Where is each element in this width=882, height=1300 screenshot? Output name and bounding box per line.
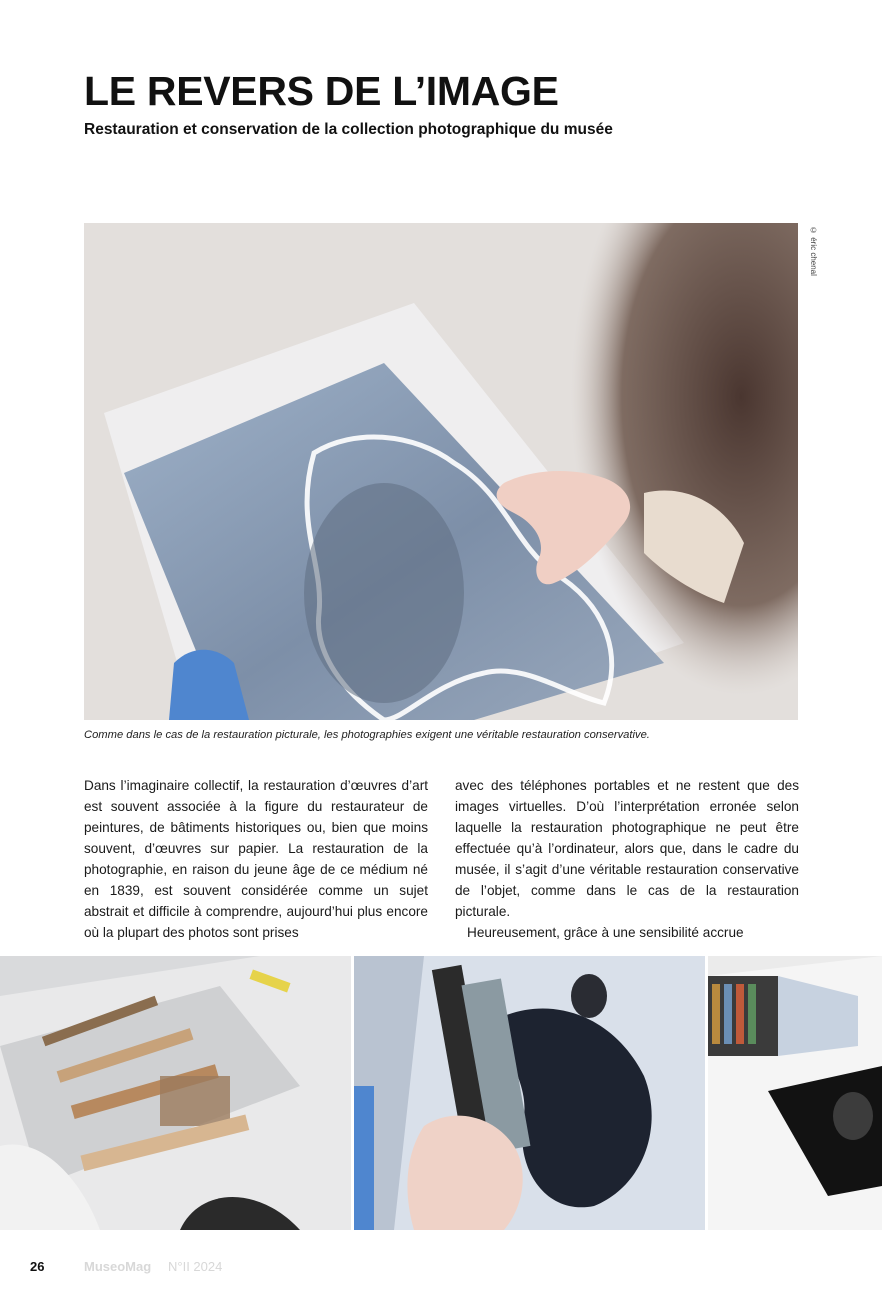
page-number: 26 (30, 1259, 45, 1274)
photo-caption: Comme dans le cas de la restauration picturale, les photographies exigent une véritable restauration conservative. (84, 729, 650, 741)
magazine-name: MuseoMag (84, 1259, 152, 1274)
photo-brushing-photo (354, 956, 705, 1230)
article-title: LE REVERS DE L’IMAGE (84, 68, 559, 114)
article-subtitle: Restauration et conservation de la collection photographique du musée (84, 121, 613, 138)
body-column-left (84, 775, 428, 943)
paragraph-1: Dans l’imaginaire collectif, la restauration d’œuvres d’art est souvent associée à la figure du restaurateur de peintures, de bâtiments historiques ou, bien que moins souvent, d’œuvres sur papier. La restauration de la photographie, en raison du jeune âge de ce médium né en 1839, est souvent considérée comme un sujet abstrait et difficile à comprendre, aujourd’hui plus encore où la plupart des photos sont prises (84, 778, 428, 940)
paragraph-2: Heureusement, grâce à une sensibilité accrue (467, 925, 744, 940)
paragraph-1-continued: avec des téléphones portables et ne restent que des images virtuelles. D’où l’interprétation erronée selon laquelle la restauration photographique ne peut être effectuée qu’à l’ordinateur, alors que, dans le cadre du musée, il s’agit d’une véritable restauration conservative de l’objet, comme dans le cas de la restauration picturale. (455, 778, 799, 919)
page-footer (30, 1259, 223, 1274)
issue-number: N°II 2024 (168, 1259, 223, 1274)
tools-drawer-photo (0, 956, 351, 1230)
body-column-right (455, 775, 799, 943)
paint-box-photo (708, 956, 882, 1230)
hero-photo (84, 223, 798, 720)
photo-credit: © éric chenal (809, 226, 818, 276)
